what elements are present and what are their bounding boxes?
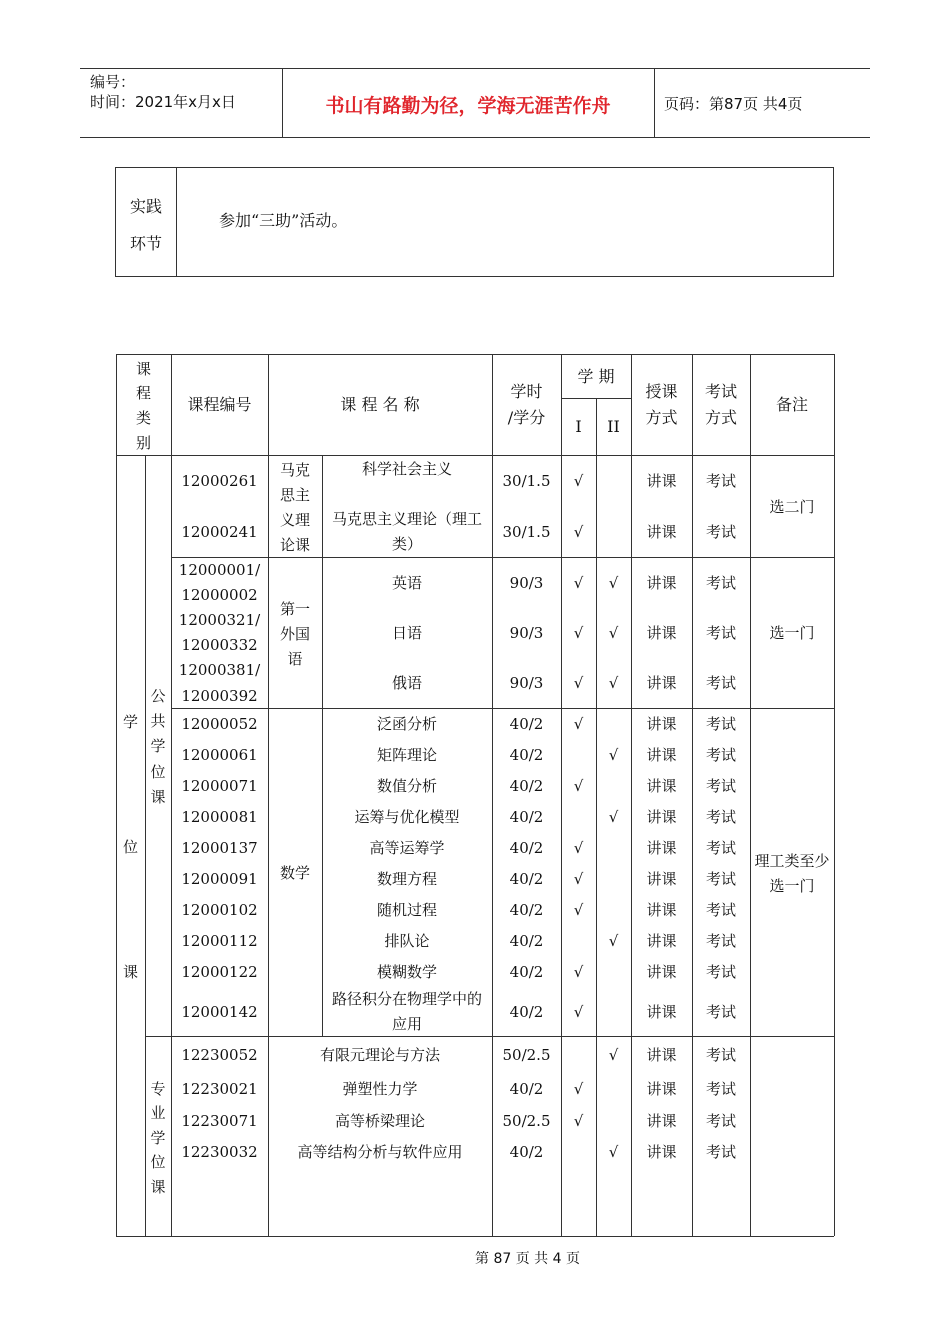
course-name: 科学社会主义 xyxy=(361,460,452,478)
course-hours: 40/2 xyxy=(509,839,544,857)
course-hours: 30/1.5 xyxy=(502,472,551,490)
course-hours: 50/2.5 xyxy=(502,1112,551,1130)
course-code: 12000332 xyxy=(181,636,258,654)
table-rule xyxy=(116,1236,171,1237)
doc-code: 编号： xyxy=(90,73,136,91)
term-2-check: √ xyxy=(608,1143,619,1161)
course-hours: 50/2.5 xyxy=(502,1046,551,1064)
note-marxism: 选二门 xyxy=(769,498,815,516)
table-rule xyxy=(171,708,834,709)
course-name: 马克思主义理论（理工类） xyxy=(331,510,482,553)
teach-method: 讲课 xyxy=(646,1003,677,1021)
exam-method: 考试 xyxy=(705,932,736,950)
category-public: 共 xyxy=(150,712,166,730)
course-code: 12230071 xyxy=(181,1112,258,1130)
course-name: 矩阵理论 xyxy=(376,746,437,764)
course-hours: 90/3 xyxy=(509,574,544,592)
term-1-check: √ xyxy=(573,963,584,981)
course-code: 12000091 xyxy=(181,870,258,888)
practice-label-line2: 环节 xyxy=(129,234,162,253)
course-name: 模糊数学 xyxy=(376,963,437,981)
teach-method: 讲课 xyxy=(646,932,677,950)
note-math: 选一门 xyxy=(769,877,815,895)
course-code: 12000112 xyxy=(181,932,258,950)
term-2-check: √ xyxy=(608,1046,619,1064)
term-1-check: √ xyxy=(573,839,584,857)
term-2-check: √ xyxy=(608,932,619,950)
header-category: 程 xyxy=(135,384,151,402)
teach-method: 讲课 xyxy=(646,1143,677,1161)
course-code: 12000052 xyxy=(181,715,258,733)
exam-method: 考试 xyxy=(705,1112,736,1130)
course-hours: 90/3 xyxy=(509,674,544,692)
course-name: 运筹与优化模型 xyxy=(354,808,460,826)
teach-method: 讲课 xyxy=(646,674,677,692)
term-1-check: √ xyxy=(573,901,584,919)
teach-method: 讲课 xyxy=(646,574,677,592)
term-2-check: √ xyxy=(608,624,619,642)
practice-label-line1: 实践 xyxy=(129,197,162,216)
teach-method: 讲课 xyxy=(646,523,677,541)
header-hours: 学时 xyxy=(510,382,543,401)
teach-method: 讲课 xyxy=(646,808,677,826)
course-code: 12000381/ xyxy=(178,661,261,679)
footer-page-number: 87 xyxy=(493,1251,512,1267)
course-code: 12000241 xyxy=(181,523,258,541)
category-degree-course: 学 xyxy=(122,713,138,731)
header-exam: 考试 xyxy=(704,382,737,401)
course-name: 高等运筹学 xyxy=(369,839,445,857)
header-teach: 授课 xyxy=(645,382,678,401)
header-category: 课 xyxy=(135,360,151,378)
table-rule xyxy=(116,354,834,355)
course-hours: 40/2 xyxy=(509,901,544,919)
course-code: 12000001/ xyxy=(178,561,261,579)
footer-suffix: 页 xyxy=(566,1251,581,1267)
exam-method: 考试 xyxy=(705,963,736,981)
course-hours: 40/2 xyxy=(509,777,544,795)
course-name: 有限元理论与方法 xyxy=(319,1046,440,1064)
header-term: 学 期 xyxy=(577,367,615,386)
group-foreign-language: 第一 xyxy=(279,600,310,618)
category-public: 学 xyxy=(150,737,166,755)
term-1-check: √ xyxy=(573,1003,584,1021)
practice-content: 参加“三助”活动。 xyxy=(219,211,348,230)
exam-method: 考试 xyxy=(705,1080,736,1098)
term-2-check: √ xyxy=(608,674,619,692)
term-1-check: √ xyxy=(573,1112,584,1130)
teach-method: 讲课 xyxy=(646,1112,677,1130)
term-1-check: √ xyxy=(573,1080,584,1098)
header-term-2: II xyxy=(607,417,620,436)
teach-method: 讲课 xyxy=(646,1046,677,1064)
teach-method: 讲课 xyxy=(646,472,677,490)
course-name: 数理方程 xyxy=(376,870,437,888)
course-code: 12000102 xyxy=(181,901,258,919)
note-foreign-language: 选一门 xyxy=(769,624,815,642)
doc-time: 时间：2021年x月x日 xyxy=(90,93,236,111)
course-code: 12000061 xyxy=(181,746,258,764)
group-marxism: 论课 xyxy=(279,536,310,554)
exam-method: 考试 xyxy=(705,777,736,795)
teach-method: 讲课 xyxy=(646,624,677,642)
exam-method: 考试 xyxy=(705,808,736,826)
category-major: 位 xyxy=(150,1153,166,1171)
exam-method: 考试 xyxy=(705,574,736,592)
header-code: 课程编号 xyxy=(187,395,252,414)
header-category: 别 xyxy=(135,434,151,452)
teach-method: 讲课 xyxy=(646,746,677,764)
exam-method: 考试 xyxy=(705,870,736,888)
course-name: 数值分析 xyxy=(376,777,437,795)
term-1-check: √ xyxy=(573,777,584,795)
teach-method: 讲课 xyxy=(646,901,677,919)
course-name: 俄语 xyxy=(391,674,422,692)
category-degree-course: 课 xyxy=(122,963,138,981)
course-hours: 40/2 xyxy=(509,1080,544,1098)
teach-method: 讲课 xyxy=(646,963,677,981)
note-math: 理工类至少 xyxy=(754,852,830,870)
exam-method: 考试 xyxy=(705,1046,736,1064)
header-name: 课 程 名 称 xyxy=(340,395,420,414)
teach-method: 讲课 xyxy=(646,839,677,857)
table-rule xyxy=(834,354,835,1236)
exam-method: 考试 xyxy=(705,674,736,692)
teach-method: 讲课 xyxy=(646,870,677,888)
course-hours: 40/2 xyxy=(509,715,544,733)
table-rule xyxy=(116,455,834,456)
term-2-check: √ xyxy=(608,574,619,592)
course-code: 12000002 xyxy=(181,586,258,604)
course-name: 英语 xyxy=(391,574,422,592)
header-exam: 方式 xyxy=(704,408,737,427)
exam-method: 考试 xyxy=(705,1143,736,1161)
header-note: 备注 xyxy=(775,395,808,414)
table-rule xyxy=(171,1236,834,1237)
category-public: 位 xyxy=(150,763,166,781)
category-public: 课 xyxy=(150,788,166,806)
course-code: 12230032 xyxy=(181,1143,258,1161)
footer-middle: 页 共 xyxy=(515,1251,549,1267)
term-1-check: √ xyxy=(573,870,584,888)
course-hours: 40/2 xyxy=(509,1003,544,1021)
course-hours: 40/2 xyxy=(509,1143,544,1161)
course-code: 12000392 xyxy=(181,687,258,705)
exam-method: 考试 xyxy=(705,523,736,541)
teach-method: 讲课 xyxy=(646,777,677,795)
course-code: 12230052 xyxy=(181,1046,258,1064)
header-teach: 方式 xyxy=(645,408,678,427)
course-hours: 40/2 xyxy=(509,746,544,764)
course-hours: 40/2 xyxy=(509,870,544,888)
table-rule xyxy=(750,354,751,1236)
term-2-check: √ xyxy=(608,746,619,764)
group-math: 数学 xyxy=(279,864,310,882)
course-name: 高等结构分析与软件应用 xyxy=(297,1143,463,1161)
exam-method: 考试 xyxy=(705,746,736,764)
course-name: 路径积分在物理学中的应用 xyxy=(331,990,482,1033)
course-hours: 40/2 xyxy=(509,932,544,950)
footer-prefix: 第 xyxy=(475,1251,489,1267)
footer-total-pages: 4 xyxy=(552,1251,562,1267)
teach-method: 讲课 xyxy=(646,1080,677,1098)
category-public: 公 xyxy=(150,687,166,705)
header-hours: /学分 xyxy=(507,408,546,427)
teach-method: 讲课 xyxy=(646,715,677,733)
course-hours: 40/2 xyxy=(509,963,544,981)
term-2-check: √ xyxy=(608,808,619,826)
course-hours: 90/3 xyxy=(509,624,544,642)
course-code: 12000261 xyxy=(181,472,258,490)
category-major: 课 xyxy=(150,1178,166,1196)
category-degree-course: 位 xyxy=(122,838,138,856)
group-foreign-language: 外国 xyxy=(279,625,310,643)
course-code: 12000071 xyxy=(181,777,258,795)
exam-method: 考试 xyxy=(705,715,736,733)
term-1-check: √ xyxy=(573,574,584,592)
course-name: 弹塑性力学 xyxy=(342,1080,418,1098)
header-term-1: I xyxy=(575,417,582,436)
course-code: 12000122 xyxy=(181,963,258,981)
category-major: 业 xyxy=(150,1104,166,1122)
group-marxism: 义理 xyxy=(279,511,310,529)
exam-method: 考试 xyxy=(705,1003,736,1021)
group-marxism: 思主 xyxy=(279,486,310,504)
exam-method: 考试 xyxy=(705,839,736,857)
term-1-check: √ xyxy=(573,523,584,541)
course-name: 高等桥梁理论 xyxy=(334,1112,425,1130)
category-major: 专 xyxy=(150,1080,166,1098)
table-rule xyxy=(116,354,117,1236)
header-page-info: 页码：第87页 共4页 xyxy=(664,95,803,113)
course-name: 日语 xyxy=(391,624,422,642)
term-1-check: √ xyxy=(573,715,584,733)
term-1-check: √ xyxy=(573,674,584,692)
term-1-check: √ xyxy=(573,624,584,642)
group-foreign-language: 语 xyxy=(287,650,303,668)
course-code: 12000142 xyxy=(181,1003,258,1021)
course-code: 12230021 xyxy=(181,1080,258,1098)
course-code: 12000321/ xyxy=(178,611,261,629)
course-code: 12000081 xyxy=(181,808,258,826)
course-name: 泛函分析 xyxy=(376,715,437,733)
term-1-check: √ xyxy=(573,472,584,490)
course-hours: 30/1.5 xyxy=(502,523,551,541)
exam-method: 考试 xyxy=(705,901,736,919)
table-rule xyxy=(171,557,834,558)
course-name: 排队论 xyxy=(384,932,430,950)
group-marxism: 马克 xyxy=(279,461,310,479)
category-major: 学 xyxy=(150,1129,166,1147)
course-code: 12000137 xyxy=(181,839,258,857)
page-footer xyxy=(475,1248,775,1268)
course-name: 随机过程 xyxy=(376,901,437,919)
course-hours: 40/2 xyxy=(509,808,544,826)
exam-method: 考试 xyxy=(705,624,736,642)
exam-method: 考试 xyxy=(705,472,736,490)
header-motto: 书山有路勤为径，学海无涯苦作舟 xyxy=(325,95,611,117)
header-category: 类 xyxy=(135,409,151,427)
